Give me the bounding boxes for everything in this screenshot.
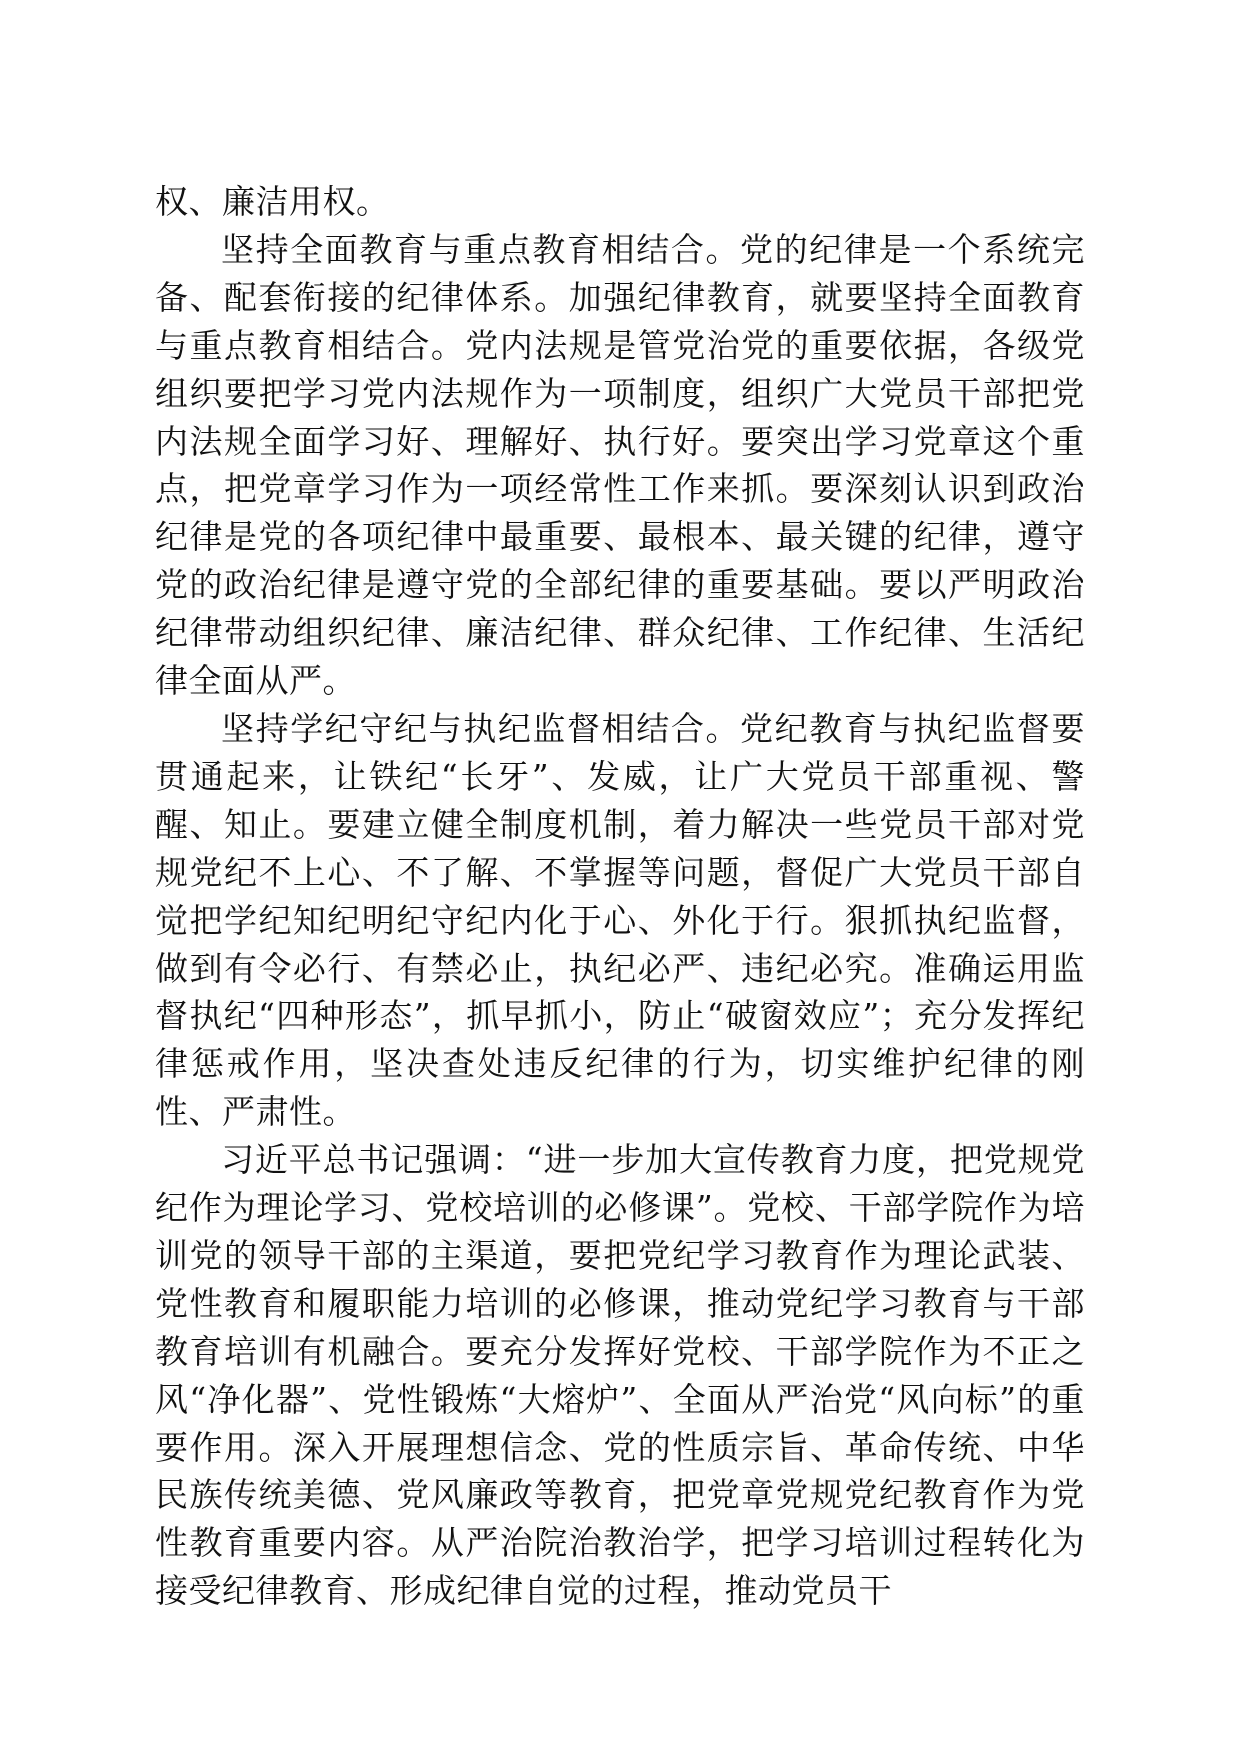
document-body [155, 178, 1085, 1615]
paragraph-discipline-supervision: 坚持学纪守纪与执纪监督相结合。党纪教育与执纪监督要贯通起来，让铁纪“长牙”、发威，让广大党员干部重视、警醒、知止。要建立健全制度机制，着力解决一些党员干部对党规党纪不上心、不了解、不掌握等问题，督促广大党员干部自觉把学纪知纪明纪守纪内化于心、外化于行。狠抓执纪监督，做到有令必行、有禁必止，执纪必严、违纪必究。准确运用监督执纪“四种形态”，抓早抓小，防止“破窗效应”；充分发挥纪律惩戒作用，坚决查处违反纪律的行为，切实维护纪律的刚性、严肃性。 [155, 708, 1085, 1132]
paragraph-continuation: 权、廉洁用权。 [155, 182, 390, 221]
paragraph-comprehensive-education: 坚持全面教育与重点教育相结合。党的纪律是一个系统完备、配套衔接的纪律体系。加强纪律教育，就要坚持全面教育与重点教育相结合。党内法规是管党治党的重要依据，各级党组织要把学习党内法规作为一项制度，组织广大党员干部把党内法规全面学习好、理解好、执行好。要突出学习党章这个重点，把党章学习作为一项经常性工作来抓。要深刻认识到政治纪律是党的各项纪律中最重要、最根本、最关键的纪律，遵守党的政治纪律是遵守党的全部纪律的重要基础。要以严明政治纪律带动组织纪律、廉洁纪律、群众纪律、工作纪律、生活纪律全面从严。 [155, 229, 1085, 701]
paragraph-party-school-training: 习近平总书记强调：“进一步加大宣传教育力度，把党规党纪作为理论学习、党校培训的必修课”。党校、干部学院作为培训党的领导干部的主渠道，要把党纪学习教育作为理论武装、党性教育和履职能力培训的必修课，推动党纪学习教育与干部教育培训有机融合。要充分发挥好党校、干部学院作为不正之风“净化器”、党性锻炼“大熔炉”、全面从严治党“风向标”的重要作用。深入开展理想信念、党的性质宗旨、革命传统、中华民族传统美德、党风廉政等教育，把党章党规党纪教育作为党性教育重要内容。从严治院治教治学，把学习培训过程转化为接受纪律教育、形成纪律自觉的过程，推动党员干 [155, 1140, 1085, 1611]
